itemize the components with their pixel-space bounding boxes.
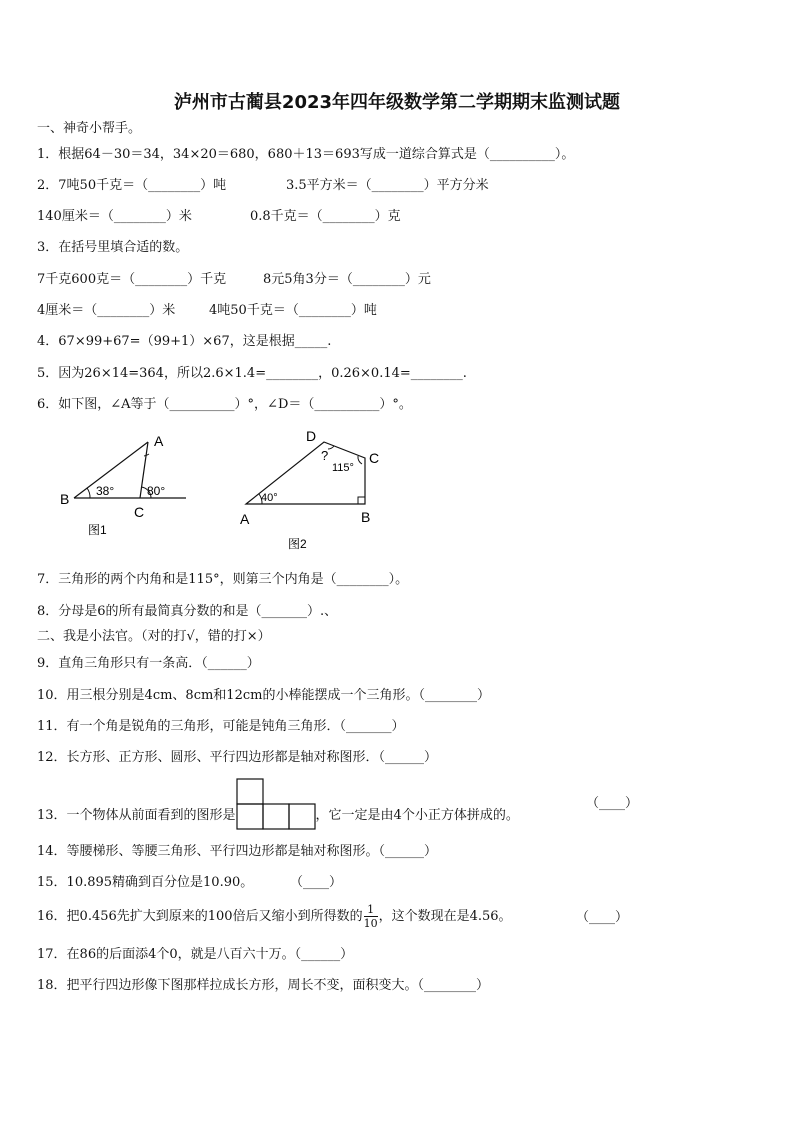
- question-3c: 4厘米＝（________）米: [37, 303, 176, 318]
- question-2a: 2．7吨50千克＝（________）吨: [37, 178, 227, 193]
- question-13-answer-blank: （____）: [586, 796, 639, 811]
- fig2-angle-d-label: ?: [321, 448, 329, 463]
- fig2-label-d: D: [306, 428, 317, 444]
- front-view-square-2: [263, 804, 289, 829]
- front-view-square-1: [237, 804, 263, 829]
- section-heading-1: 一、神奇小帮手。: [37, 121, 142, 136]
- question-4: 4．67×99+67=（99+1）×67，这是根据_____.: [37, 334, 332, 349]
- fig2-angle-c-label: 115°: [332, 462, 354, 474]
- fig1-angle-b-arc: [87, 488, 90, 498]
- question-10: 10．用三根分别是4cm、8cm和12cm的小棒能摆成一个三角形。（________）: [37, 688, 490, 703]
- question-6: 6．如下图，∠A等于（__________）°，∠D＝（__________）°。: [37, 397, 412, 412]
- question-2d: 0.8千克＝（________）克: [250, 209, 401, 224]
- question-2c: 140厘米＝（________）米: [37, 209, 192, 224]
- fig2-label-a: A: [240, 511, 250, 527]
- question-9: 9．直角三角形只有一条高．（______）: [37, 656, 260, 671]
- question-18: 18．把平行四边形像下图那样拉成长方形，周长不变，面积变大。（________）: [37, 978, 490, 993]
- fig1-angle-b-label: 38°: [96, 484, 115, 498]
- question-15-answer-blank: （____）: [290, 875, 343, 890]
- fig1-label-a: A: [154, 433, 164, 449]
- question-16-prefix: 16．把0.456先扩大到原来的100倍后又缩小到所得数的: [37, 909, 363, 924]
- question-11: 11．有一个角是锐角的三角形，可能是钝角三角形．（_______）: [37, 719, 405, 734]
- front-view-square-top: [237, 779, 263, 804]
- fig2-label-b: B: [361, 509, 371, 525]
- question-3b: 8元5角3分＝（________）元: [263, 272, 431, 287]
- front-view-squares: [236, 778, 316, 830]
- fig2-angle-a-label: 40°: [261, 492, 278, 504]
- fig2-label-c: C: [369, 450, 380, 466]
- question-3: 3．在括号里填合适的数。: [37, 240, 189, 255]
- figure-2: [240, 428, 379, 551]
- question-2b: 3.5平方米＝（________）平方分米: [286, 178, 489, 193]
- question-3a: 7千克600克＝（________）千克: [37, 272, 227, 287]
- question-13: [37, 778, 519, 830]
- fraction-one-tenth: [364, 904, 378, 929]
- question-8: 8．分母是6的所有最简真分数的和是（_______）.、: [37, 604, 338, 619]
- fig2-angle-d-arc: [328, 446, 334, 449]
- front-view-figure: [236, 778, 316, 853]
- fraction-denominator: 10: [363, 917, 378, 930]
- question-13-suffix: ，它一定是由4个小正方体拼成的。: [315, 808, 519, 823]
- front-view-square-3: [289, 804, 315, 829]
- fig2-right-angle-mark: [358, 497, 365, 504]
- fraction-numerator: 1: [367, 903, 375, 916]
- question-16-answer-blank: （____）: [576, 910, 629, 925]
- fig1-label-c: C: [134, 504, 145, 520]
- question-15: 15．10.895精确到百分位是10.90。: [37, 875, 254, 890]
- question-1: 1．根据64－30＝34，34×20＝680，680＋13＝693写成一道综合算式是（__________）。: [37, 147, 575, 162]
- fig1-label-b: B: [60, 491, 70, 507]
- figure-1: [60, 433, 186, 537]
- question-14: 14．等腰梯形、等腰三角形、平行四边形都是轴对称图形。（______）: [37, 844, 438, 859]
- page-title: 泸州市古蔺县2023年四年级数学第二学期期末监测试题: [173, 92, 621, 113]
- question-16: [37, 902, 512, 932]
- question-12: 12．长方形、正方形、圆形、平行四边形都是轴对称图形．（______）: [37, 750, 438, 765]
- question-7: 7．三角形的两个内角和是115°，则第三个内角是（________）。: [37, 572, 409, 587]
- question-3d: 4吨50千克＝（________）吨: [209, 303, 377, 318]
- angle-figures: [40, 420, 400, 560]
- question-5: 5．因为26×14=364，所以2.6×1.4=________，0.26×0.14=________.: [37, 366, 467, 381]
- fig1-angle-c-label: 80°: [147, 484, 166, 498]
- section-heading-2: 二、我是小法官。（对的打√，错的打×）: [37, 629, 271, 644]
- question-13-prefix: 13．一个物体从前面看到的图形是: [37, 808, 236, 823]
- geometry-diagrams: [40, 420, 400, 560]
- fig1-caption: 图1: [88, 523, 107, 537]
- fig2-caption: 图2: [288, 537, 307, 551]
- question-17: 17．在86的后面添4个0，就是八百六十万。（______）: [37, 947, 354, 962]
- question-16-suffix: ，这个数现在是4.56。: [378, 909, 512, 924]
